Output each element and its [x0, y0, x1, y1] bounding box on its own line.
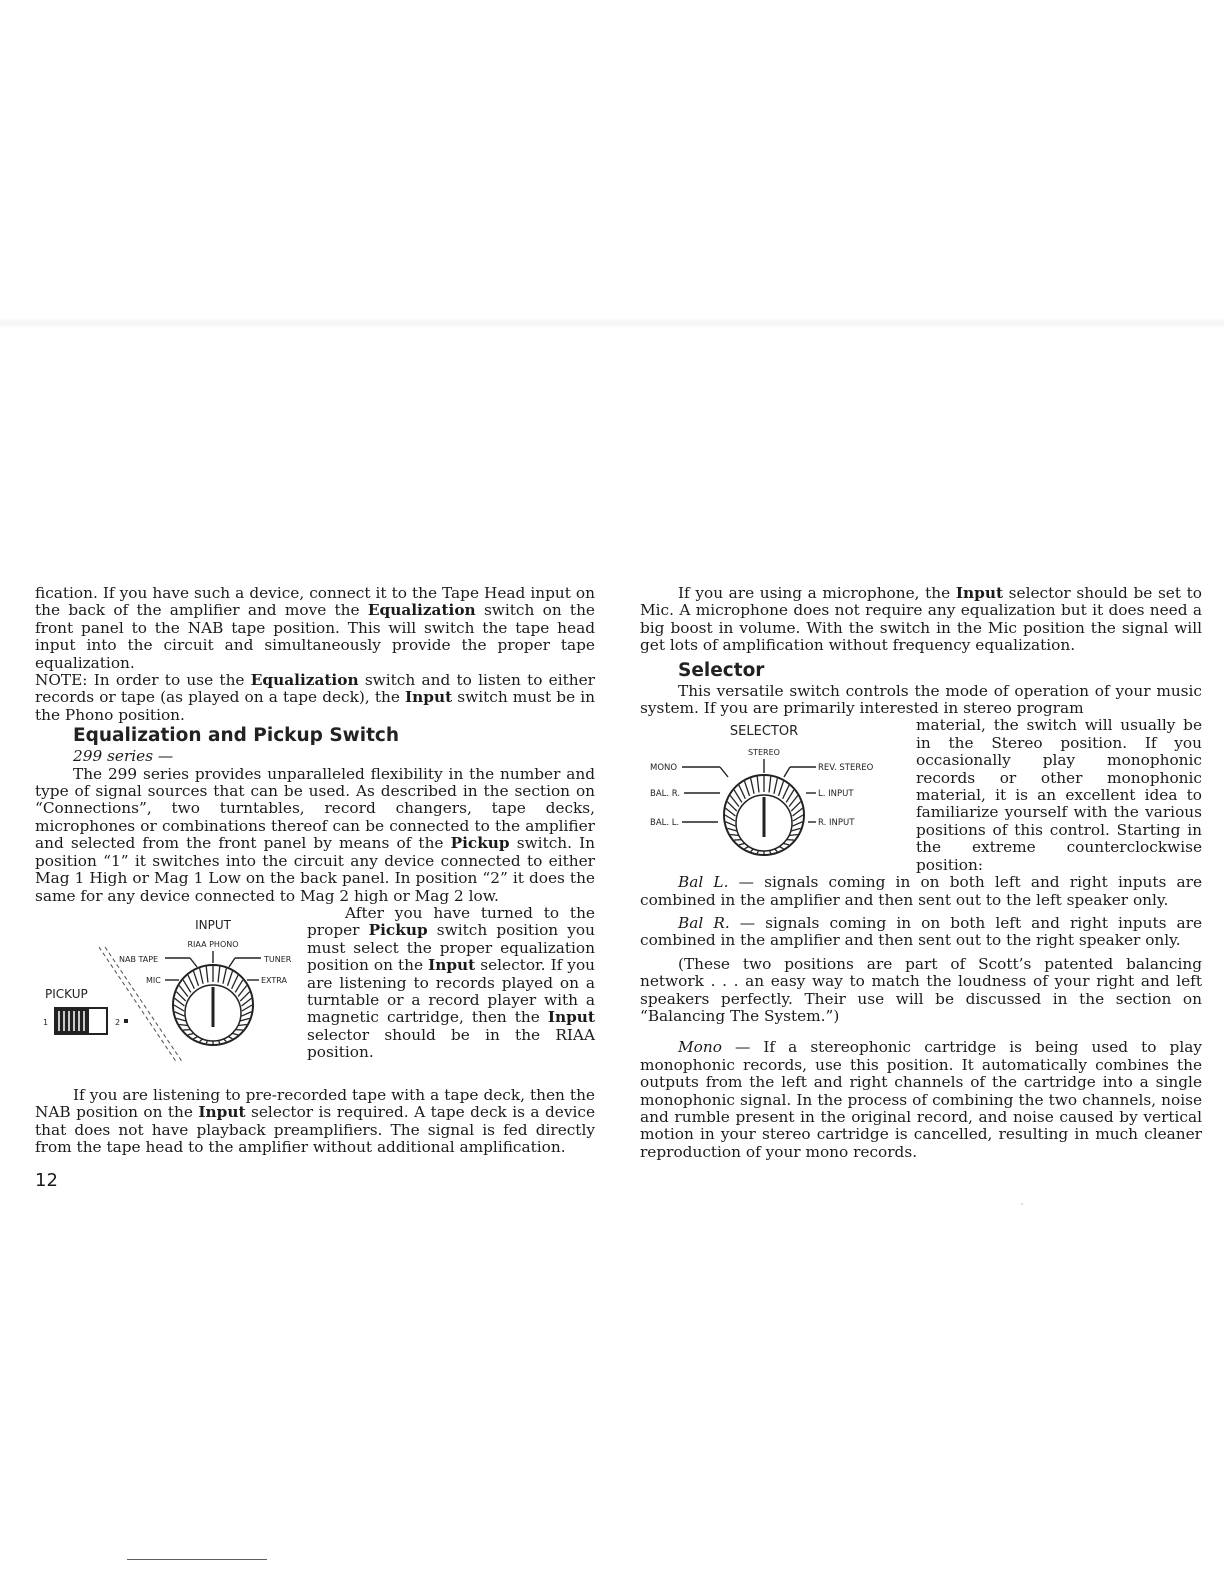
- pickup-position-2: 2: [115, 1017, 121, 1027]
- selector-label-stereo: STEREO: [748, 748, 780, 758]
- pickup-label: PICKUP: [45, 986, 88, 1001]
- input-selector-diagram: [35, 905, 307, 1087]
- input-label-tuner: TUNER: [264, 954, 292, 964]
- paragraph: material, the switch will usually be in the Stereo position. If you occasionally play monophonic records or other monophonic material, it is an excellent idea to familiarize yourself with the various positions of this control. Starting in the extreme counterclockwise position:: [916, 716, 1202, 874]
- pickup-position-1: 1: [43, 1017, 49, 1027]
- input-figure-row: [35, 905, 595, 1087]
- left-column: [35, 585, 595, 1157]
- selector-knob: [724, 775, 804, 855]
- section-heading: Selector: [678, 659, 765, 681]
- selector-label-rev-stereo: REV. STEREO: [818, 763, 874, 774]
- paragraph: fication. If you have such a device, connect it to the Tape Head input on the back of the amplifier and move the Equalization switch on the front panel to the NAB tape position. This will switch the tape head input into the circuit and simultaneously provide the proper tape equalization.: [35, 584, 595, 672]
- selector-label-r-input: R. INPUT: [818, 818, 855, 829]
- paragraph: If you are using a microphone, the Input selector should be set to Mic. A microphone does not require any equalization but it does need a big boost in volume. With the switch in the Mic position the signal will get lots of amplification without frequency equalization.: [640, 584, 1202, 655]
- selector-figure-row: [640, 717, 1202, 874]
- input-label-extra: EXTRA: [261, 975, 287, 985]
- input-label-nab: NAB TAPE: [119, 954, 159, 964]
- right-column: [640, 585, 1202, 1161]
- subheading: 299 series —: [73, 747, 174, 766]
- pickup-switch: [55, 1008, 107, 1034]
- input-label-riaa: RIAA PHONO: [187, 939, 239, 949]
- input-title: INPUT: [195, 917, 231, 932]
- paragraph: (These two positions are part of Scott’s patented balancing network . . . an easy way to match the loudness of your right and left speakers perfectly. Their use will be discussed in the section on “Balancing The System.”): [640, 954, 1202, 1025]
- underline-mark: [127, 1559, 267, 1560]
- input-figure-text: [307, 905, 595, 1087]
- input-knob: [173, 965, 253, 1045]
- scan-artifact: [0, 318, 1224, 328]
- input-label-mic: MIC: [146, 975, 161, 985]
- page-number: 12: [35, 1170, 58, 1191]
- selector-label-mono: MONO: [650, 763, 678, 774]
- selector-label-l-input: L. INPUT: [818, 789, 854, 800]
- selector-figure-text: [916, 717, 1202, 874]
- paragraph: The 299 series provides unparalleled flexibility in the number and type of signal sources that can be used. As described in the section on “Connections”, two turntables, record changers, tape decks, microphones or combinations thereof can be connected to the amplifier and selected from the front panel by means of the Pickup switch. In position “1” it switches into the circuit any device connected to either Mag 1 High or Mag 1 Low on the back panel. In position “2” it does the same for any device connected to Mag 2 high or Mag 2 low.: [35, 764, 595, 905]
- paragraph: This versatile switch controls the mode of operation of your music system. If you are primarily interested in stereo program: [640, 681, 1202, 718]
- selector-label-bal-r: BAL. R.: [650, 789, 681, 800]
- paragraph: After you have turned to the proper Pickup switch position you must select the proper equalization position on the Input selector. If you are listening to records played on a turntable or a record player with a magnetic cartridge, then the Input selector should be in the RIAA position.: [307, 903, 596, 1062]
- paragraph: Bal L. — signals coming in on both left and right inputs are combined in the amplifier and then sent out to the left speaker only.: [640, 873, 1203, 909]
- paragraph: If you are listening to pre-recorded tape with a tape deck, then the NAB position on the Input selector is required. A tape deck is a device that does not have playback preamplifiers. The signal is fed directly from the tape head to the amplifier without additional amplification.: [35, 1085, 595, 1157]
- scan-speck: [1021, 1203, 1023, 1205]
- section-heading: Equalization and Pickup Switch: [73, 725, 400, 747]
- selector-label-bal-l: BAL. L.: [650, 818, 680, 829]
- selector-diagram: [640, 717, 916, 863]
- note-paragraph: NOTE: In order to use the Equalization switch and to listen to either records or tape (as played on a tape deck), the Input switch must be in the Phono position.: [35, 671, 595, 724]
- selector-title: SELECTOR: [729, 724, 799, 740]
- paragraph: Bal R. — signals coming in on both left and right inputs are combined in the amplifier and then sent out to the right speaker only.: [640, 913, 1202, 950]
- paragraph: Mono — If a stereophonic cartridge is being used to play monophonic records, use this position. It automatically combines the outputs from the left and right channels of the cartridge into a single monophonic signal. In the process of combining the two channels, noise and rumble present in the original record, and noise caused by vertical motion in your stereo cartridge is cancelled, resulting in much cleaner reproduction of your mono records.: [640, 1038, 1202, 1161]
